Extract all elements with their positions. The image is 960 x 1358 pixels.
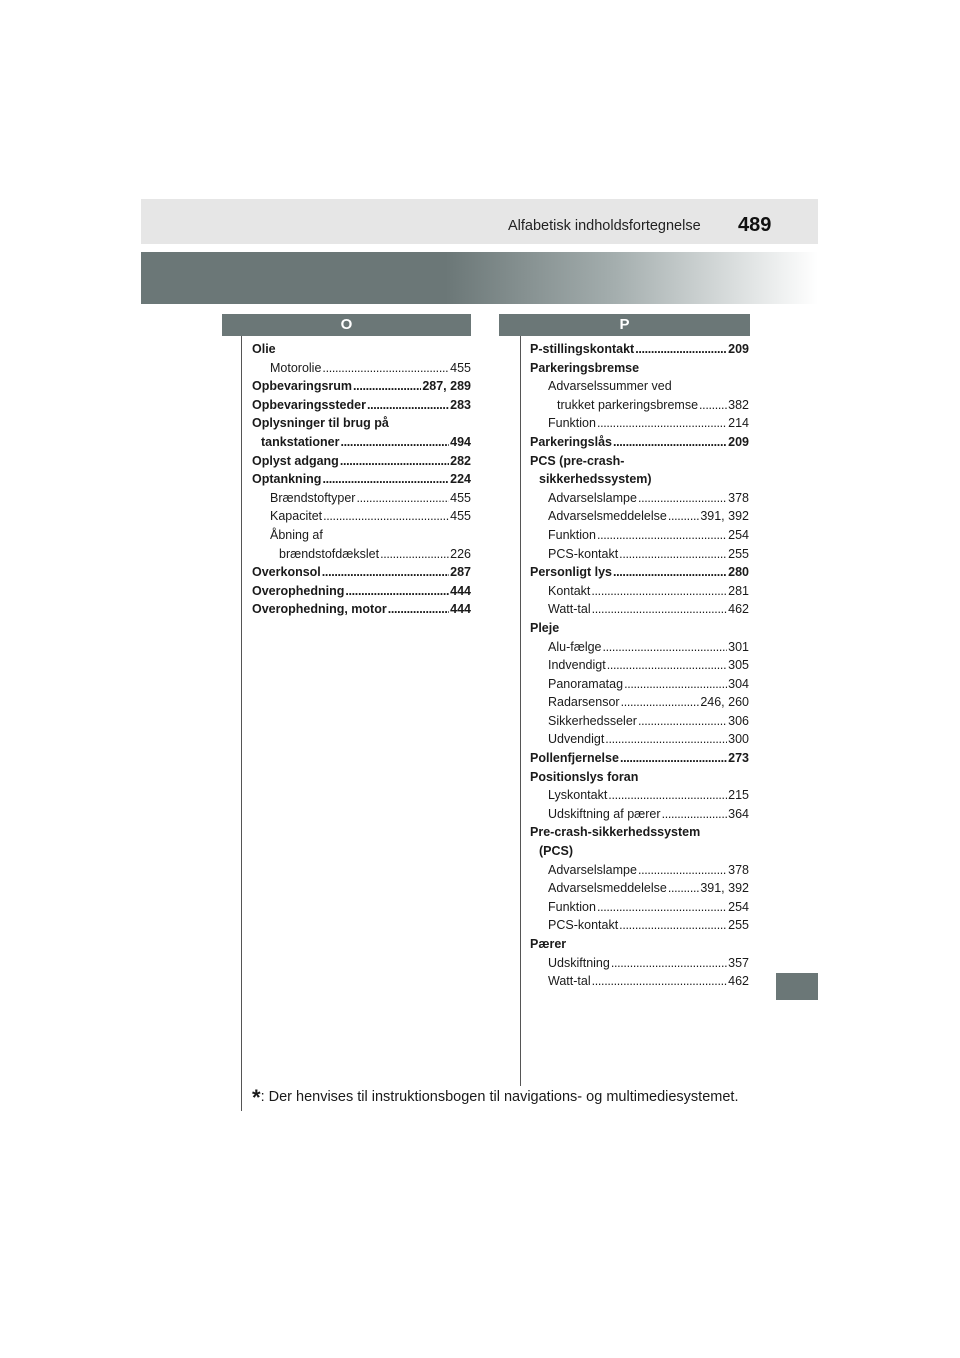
index-entry — [252, 545, 471, 564]
entry-label: Indvendigt — [548, 658, 606, 673]
entry-label: P-stillingskontakt — [530, 342, 635, 356]
entry-page-ref: 357 — [728, 955, 749, 970]
entry-page-ref: 494 — [450, 434, 471, 449]
index-entry — [530, 470, 749, 489]
entry-page-ref: 305 — [728, 658, 749, 673]
index-entry — [530, 433, 749, 452]
entry-page-ref: 255 — [728, 918, 749, 933]
index-entry — [252, 600, 471, 619]
entry-page-ref: 455 — [450, 490, 471, 505]
entry-page-ref: 209 — [728, 342, 749, 356]
entry-label: trukket parkeringsbremse — [557, 397, 699, 412]
index-entry — [530, 712, 749, 731]
entry-page-ref: 214 — [728, 416, 749, 431]
entry-page-ref: 462 — [728, 974, 749, 989]
index-entry — [530, 656, 749, 675]
index-entry — [530, 823, 749, 842]
entry-label: Kapacitet — [270, 509, 323, 524]
dot-leader — [592, 972, 728, 991]
dot-leader — [624, 675, 727, 694]
header-bar — [141, 199, 818, 244]
page-title: Alfabetisk indholdsfortegnelse — [508, 218, 701, 234]
index-entry — [530, 377, 749, 396]
entry-label: Overophedning, motor — [252, 602, 387, 617]
index-entry — [252, 563, 471, 582]
entry-page-ref: 382 — [728, 397, 749, 412]
entry-page-ref: 246, 260 — [700, 695, 749, 710]
entry-label: Åbning af — [270, 527, 323, 542]
dot-leader — [592, 600, 728, 619]
index-entry — [252, 359, 471, 378]
index-entry — [252, 396, 471, 415]
entry-label: Olie — [252, 342, 276, 356]
dot-leader — [668, 507, 700, 526]
entry-page-ref: 255 — [728, 546, 749, 561]
entry-label: Overophedning — [252, 583, 345, 598]
index-column-o — [252, 340, 471, 619]
dot-leader — [635, 340, 727, 359]
index-entry — [530, 786, 749, 805]
dot-leader — [345, 582, 449, 601]
entry-label: Advarselslampe — [548, 862, 637, 877]
entry-page-ref: 378 — [728, 490, 749, 505]
index-entry — [252, 526, 471, 545]
entry-label: Optankning — [252, 472, 322, 487]
index-entry — [530, 489, 749, 508]
index-entry — [530, 861, 749, 880]
index-entry — [530, 600, 749, 619]
column-rule-middle — [520, 336, 521, 1086]
index-entry — [530, 396, 749, 415]
entry-label: Funktion — [548, 416, 596, 431]
entry-label: Oplysninger til brug på — [252, 416, 389, 431]
entry-label: Brændstoftyper — [270, 490, 356, 505]
entry-label: Opbevaringsrum — [252, 379, 353, 394]
entry-label: Funktion — [548, 527, 596, 542]
section-header-p: P — [499, 314, 750, 336]
dot-leader — [605, 730, 727, 749]
entry-label: Pleje — [530, 620, 560, 635]
dot-leader — [356, 489, 449, 508]
entry-label: tankstationer — [261, 434, 340, 449]
entry-page-ref: 304 — [728, 676, 749, 691]
index-entry — [530, 879, 749, 898]
entry-page-ref: 391, 392 — [700, 509, 749, 524]
dot-leader — [699, 396, 727, 415]
entry-label: Pre-crash-sikkerhedssystem — [530, 825, 701, 840]
entry-label: Overkonsol — [252, 565, 321, 580]
index-entry — [252, 452, 471, 471]
entry-page-ref: 300 — [728, 732, 749, 747]
entry-label: Sikkerhedsseler — [548, 713, 637, 728]
dot-leader — [322, 359, 449, 378]
entry-label: Alu-fælge — [548, 639, 602, 654]
entry-page-ref: 282 — [450, 453, 471, 468]
index-entry — [530, 730, 749, 749]
dot-leader — [353, 377, 421, 396]
dot-leader — [603, 638, 728, 657]
index-entry — [530, 916, 749, 935]
column-rule-left — [241, 336, 242, 1111]
entry-label: (PCS) — [539, 844, 574, 859]
entry-page-ref: 306 — [728, 713, 749, 728]
dot-leader — [608, 786, 727, 805]
entry-label: sikkerhedssystem) — [539, 472, 652, 487]
entry-label: PCS-kontakt — [548, 918, 619, 933]
index-entry — [530, 898, 749, 917]
chapter-side-tab — [776, 973, 818, 1000]
entry-page-ref: 391, 392 — [700, 881, 749, 896]
dot-leader — [591, 582, 727, 601]
dot-leader — [367, 396, 449, 415]
entry-page-ref: 444 — [450, 602, 471, 617]
entry-label: Positionslys foran — [530, 769, 639, 784]
dot-leader — [597, 526, 727, 545]
entry-label: Funktion — [548, 899, 596, 914]
entry-label: Personligt lys — [530, 565, 612, 580]
entry-page-ref: 364 — [728, 806, 749, 821]
dot-leader — [597, 414, 727, 433]
entry-page-ref: 444 — [450, 583, 471, 598]
dot-leader — [613, 433, 727, 452]
dot-leader — [611, 954, 727, 973]
entry-label: Udskiftning — [548, 955, 610, 970]
dot-leader — [620, 749, 727, 768]
entry-page-ref: 287 — [450, 565, 471, 580]
entry-page-ref: 378 — [728, 862, 749, 877]
dot-leader — [638, 861, 727, 880]
index-entry — [530, 563, 749, 582]
index-entry — [530, 768, 749, 787]
index-entry — [530, 582, 749, 601]
dot-leader — [613, 563, 727, 582]
entry-label: Motorolie — [270, 360, 322, 375]
entry-label: Parkeringslås — [530, 434, 612, 449]
decorative-band — [141, 252, 818, 304]
entry-page-ref: 455 — [450, 509, 471, 524]
index-entry — [252, 507, 471, 526]
entry-page-ref: 280 — [728, 565, 749, 580]
index-entry — [252, 340, 471, 359]
entry-page-ref: 287, 289 — [422, 379, 471, 394]
dot-leader — [322, 470, 449, 489]
dot-leader — [597, 898, 727, 917]
index-entry — [252, 377, 471, 396]
page-number: 489 — [738, 214, 772, 236]
entry-label: Watt-tal — [548, 974, 591, 989]
index-entry — [530, 545, 749, 564]
entry-page-ref: 281 — [728, 583, 749, 598]
dot-leader — [340, 452, 449, 471]
dot-leader — [621, 693, 700, 712]
entry-page-ref: 254 — [728, 899, 749, 914]
index-entry — [530, 805, 749, 824]
dot-leader — [323, 507, 449, 526]
dot-leader — [619, 545, 727, 564]
entry-label: Udvendigt — [548, 732, 605, 747]
dot-leader — [638, 489, 727, 508]
index-entry — [530, 972, 749, 991]
index-entry — [530, 340, 749, 359]
entry-label: Oplyst adgang — [252, 453, 339, 468]
entry-page-ref: 273 — [728, 751, 749, 766]
index-entry — [530, 526, 749, 545]
entry-label: Pærer — [530, 937, 567, 951]
dot-leader — [388, 600, 449, 619]
dot-leader — [668, 879, 700, 898]
entry-label: Pollenfjernelse — [530, 751, 619, 766]
entry-page-ref: 209 — [728, 434, 749, 449]
entry-label: Lyskontakt — [548, 788, 608, 803]
index-entry — [252, 470, 471, 489]
entry-label: Kontakt — [548, 583, 591, 598]
index-entry — [530, 359, 749, 378]
entry-label: Radarsensor — [548, 695, 620, 710]
index-entry — [530, 619, 749, 638]
index-entry — [530, 693, 749, 712]
entry-label: Advarselsmeddelelse — [548, 881, 667, 896]
entry-label: Parkeringsbremse — [530, 360, 640, 375]
entry-page-ref: 224 — [450, 472, 471, 487]
dot-leader — [607, 656, 727, 675]
footnote-text: : Der henvises til instruktionsbogen til navigations- og multimediesystemet. — [260, 1089, 739, 1105]
entry-page-ref: 283 — [450, 397, 471, 412]
footnote — [252, 1085, 738, 1111]
entry-page-ref: 462 — [728, 602, 749, 617]
index-entry — [530, 414, 749, 433]
index-entry — [530, 842, 749, 861]
entry-label: Panoramatag — [548, 676, 624, 691]
index-entry — [252, 414, 471, 433]
index-entry — [530, 507, 749, 526]
dot-leader — [662, 805, 728, 824]
dot-leader — [619, 916, 727, 935]
entry-label: Udskiftning af pærer — [548, 806, 661, 821]
entry-label: PCS (pre-crash- — [530, 453, 625, 468]
index-entry — [530, 638, 749, 657]
entry-label: Advarselsmeddelelse — [548, 509, 667, 524]
dot-leader — [380, 545, 449, 564]
index-entry — [530, 935, 749, 954]
index-entry — [252, 489, 471, 508]
entry-page-ref: 226 — [450, 546, 471, 561]
entry-page-ref: 455 — [450, 360, 471, 375]
index-entry — [252, 433, 471, 452]
index-entry — [530, 954, 749, 973]
entry-label: brændstofdækslet — [279, 546, 380, 561]
entry-page-ref: 254 — [728, 527, 749, 542]
dot-leader — [322, 563, 449, 582]
index-column-p — [530, 340, 749, 991]
section-header-o: O — [222, 314, 471, 336]
index-entry — [530, 749, 749, 768]
entry-page-ref: 215 — [728, 788, 749, 803]
dot-leader — [638, 712, 727, 731]
footnote-marker: * — [252, 1085, 261, 1110]
entry-label: Advarselssummer ved — [548, 379, 672, 394]
entry-label: Opbevaringssteder — [252, 397, 366, 412]
entry-label: PCS-kontakt — [548, 546, 619, 561]
entry-label: Advarselslampe — [548, 490, 637, 505]
entry-label: Watt-tal — [548, 602, 591, 617]
index-entry — [252, 582, 471, 601]
index-entry — [530, 675, 749, 694]
entry-page-ref: 301 — [728, 639, 749, 654]
index-entry — [530, 452, 749, 471]
dot-leader — [341, 433, 450, 452]
